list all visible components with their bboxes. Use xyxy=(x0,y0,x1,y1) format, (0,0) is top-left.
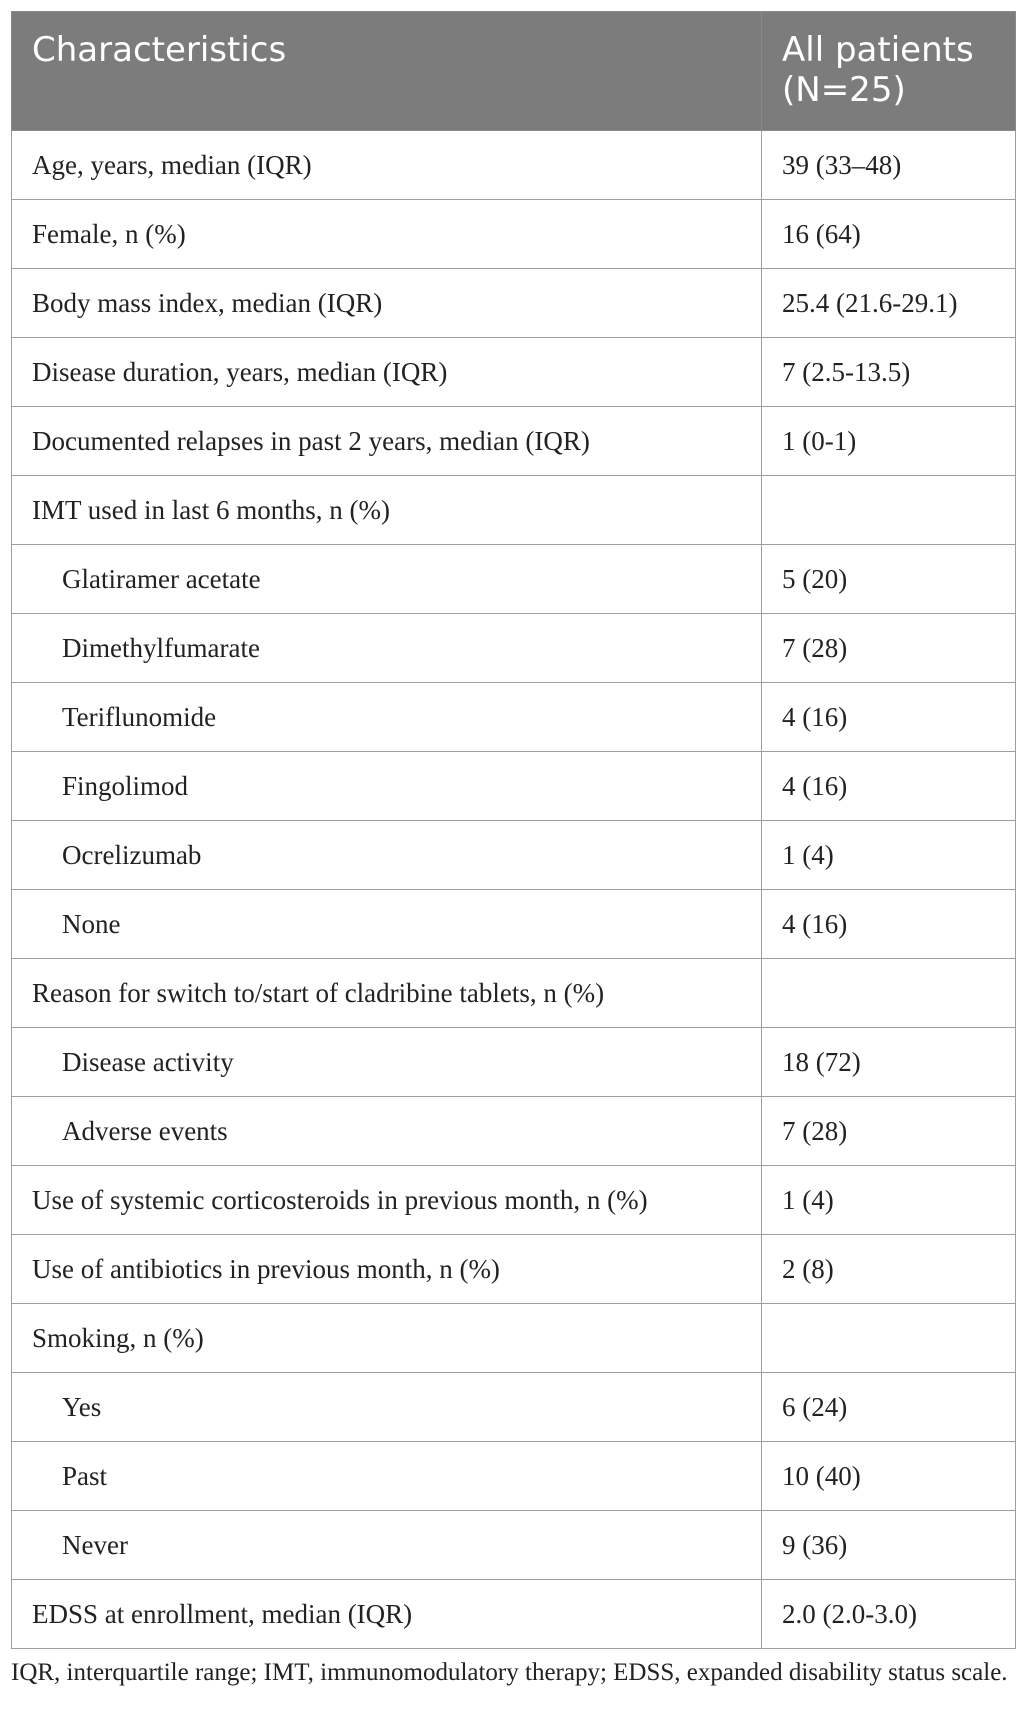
table-row xyxy=(12,821,1016,890)
row-value: 5 (20) xyxy=(762,545,1016,614)
row-value: 2 (8) xyxy=(762,1235,1016,1304)
table-row xyxy=(12,1580,1016,1649)
section-label: IMT used in last 6 months, n (%) xyxy=(12,476,762,545)
row-label: Body mass index, median (IQR) xyxy=(12,269,762,338)
row-value: 1 (4) xyxy=(762,821,1016,890)
table-row xyxy=(12,407,1016,476)
row-label: Documented relapses in past 2 years, median (IQR) xyxy=(12,407,762,476)
sub-row-label: Glatiramer acetate xyxy=(12,545,762,614)
row-value: 1 (4) xyxy=(762,1166,1016,1235)
table-footnote: IQR, interquartile range; IMT, immunomodulatory therapy; EDSS, expanded disability status scale. xyxy=(11,1659,1008,1686)
row-value: 2.0 (2.0-3.0) xyxy=(762,1580,1016,1649)
row-value: 7 (28) xyxy=(762,1097,1016,1166)
row-value: 10 (40) xyxy=(762,1442,1016,1511)
section-label: Smoking, n (%) xyxy=(12,1304,762,1373)
row-value: 39 (33–48) xyxy=(762,131,1016,200)
table-row xyxy=(12,683,1016,752)
sub-row-label: Ocrelizumab xyxy=(12,821,762,890)
table-row xyxy=(12,1097,1016,1166)
row-value: 18 (72) xyxy=(762,1028,1016,1097)
table-row xyxy=(12,752,1016,821)
table-row xyxy=(12,200,1016,269)
table-row-section xyxy=(12,959,1016,1028)
row-value: 4 (16) xyxy=(762,752,1016,821)
header-all-patients-line2: (N=25) xyxy=(782,70,906,110)
row-value: 6 (24) xyxy=(762,1373,1016,1442)
sub-row-label: Never xyxy=(12,1511,762,1580)
header-all-patients xyxy=(762,12,1016,131)
table-row xyxy=(12,545,1016,614)
table-header-row xyxy=(12,12,1016,131)
row-value: 9 (36) xyxy=(762,1511,1016,1580)
table-row-section xyxy=(12,1304,1016,1373)
table-row xyxy=(12,269,1016,338)
table-row xyxy=(12,1373,1016,1442)
sub-row-label: Yes xyxy=(12,1373,762,1442)
table-row xyxy=(12,614,1016,683)
table-row xyxy=(12,338,1016,407)
sub-row-label: Teriflunomide xyxy=(12,683,762,752)
sub-row-label: Adverse events xyxy=(12,1097,762,1166)
sub-row-label: None xyxy=(12,890,762,959)
row-label: Age, years, median (IQR) xyxy=(12,131,762,200)
row-value: 4 (16) xyxy=(762,683,1016,752)
section-label: Reason for switch to/start of cladribine tablets, n (%) xyxy=(12,959,762,1028)
row-value: 4 (16) xyxy=(762,890,1016,959)
row-value: 16 (64) xyxy=(762,200,1016,269)
header-characteristics: Characteristics xyxy=(12,12,762,131)
sub-row-label: Past xyxy=(12,1442,762,1511)
characteristics-table xyxy=(11,11,1016,1649)
row-value xyxy=(762,1304,1016,1373)
row-label: Use of systemic corticosteroids in previous month, n (%) xyxy=(12,1166,762,1235)
table-row xyxy=(12,1028,1016,1097)
characteristics-table-container xyxy=(11,11,1015,1649)
table-row xyxy=(12,890,1016,959)
row-label: Disease duration, years, median (IQR) xyxy=(12,338,762,407)
row-value: 7 (28) xyxy=(762,614,1016,683)
table-row-section xyxy=(12,476,1016,545)
table-row xyxy=(12,1511,1016,1580)
table-row xyxy=(12,1166,1016,1235)
header-all-patients-line1: All patients xyxy=(782,30,974,70)
row-value: 25.4 (21.6-29.1) xyxy=(762,269,1016,338)
row-value: 1 (0-1) xyxy=(762,407,1016,476)
table-row xyxy=(12,131,1016,200)
sub-row-label: Fingolimod xyxy=(12,752,762,821)
table-row xyxy=(12,1442,1016,1511)
table-row xyxy=(12,1235,1016,1304)
row-value xyxy=(762,476,1016,545)
row-label: Female, n (%) xyxy=(12,200,762,269)
row-value: 7 (2.5-13.5) xyxy=(762,338,1016,407)
row-value xyxy=(762,959,1016,1028)
sub-row-label: Disease activity xyxy=(12,1028,762,1097)
row-label: EDSS at enrollment, median (IQR) xyxy=(12,1580,762,1649)
row-label: Use of antibiotics in previous month, n (%) xyxy=(12,1235,762,1304)
sub-row-label: Dimethylfumarate xyxy=(12,614,762,683)
